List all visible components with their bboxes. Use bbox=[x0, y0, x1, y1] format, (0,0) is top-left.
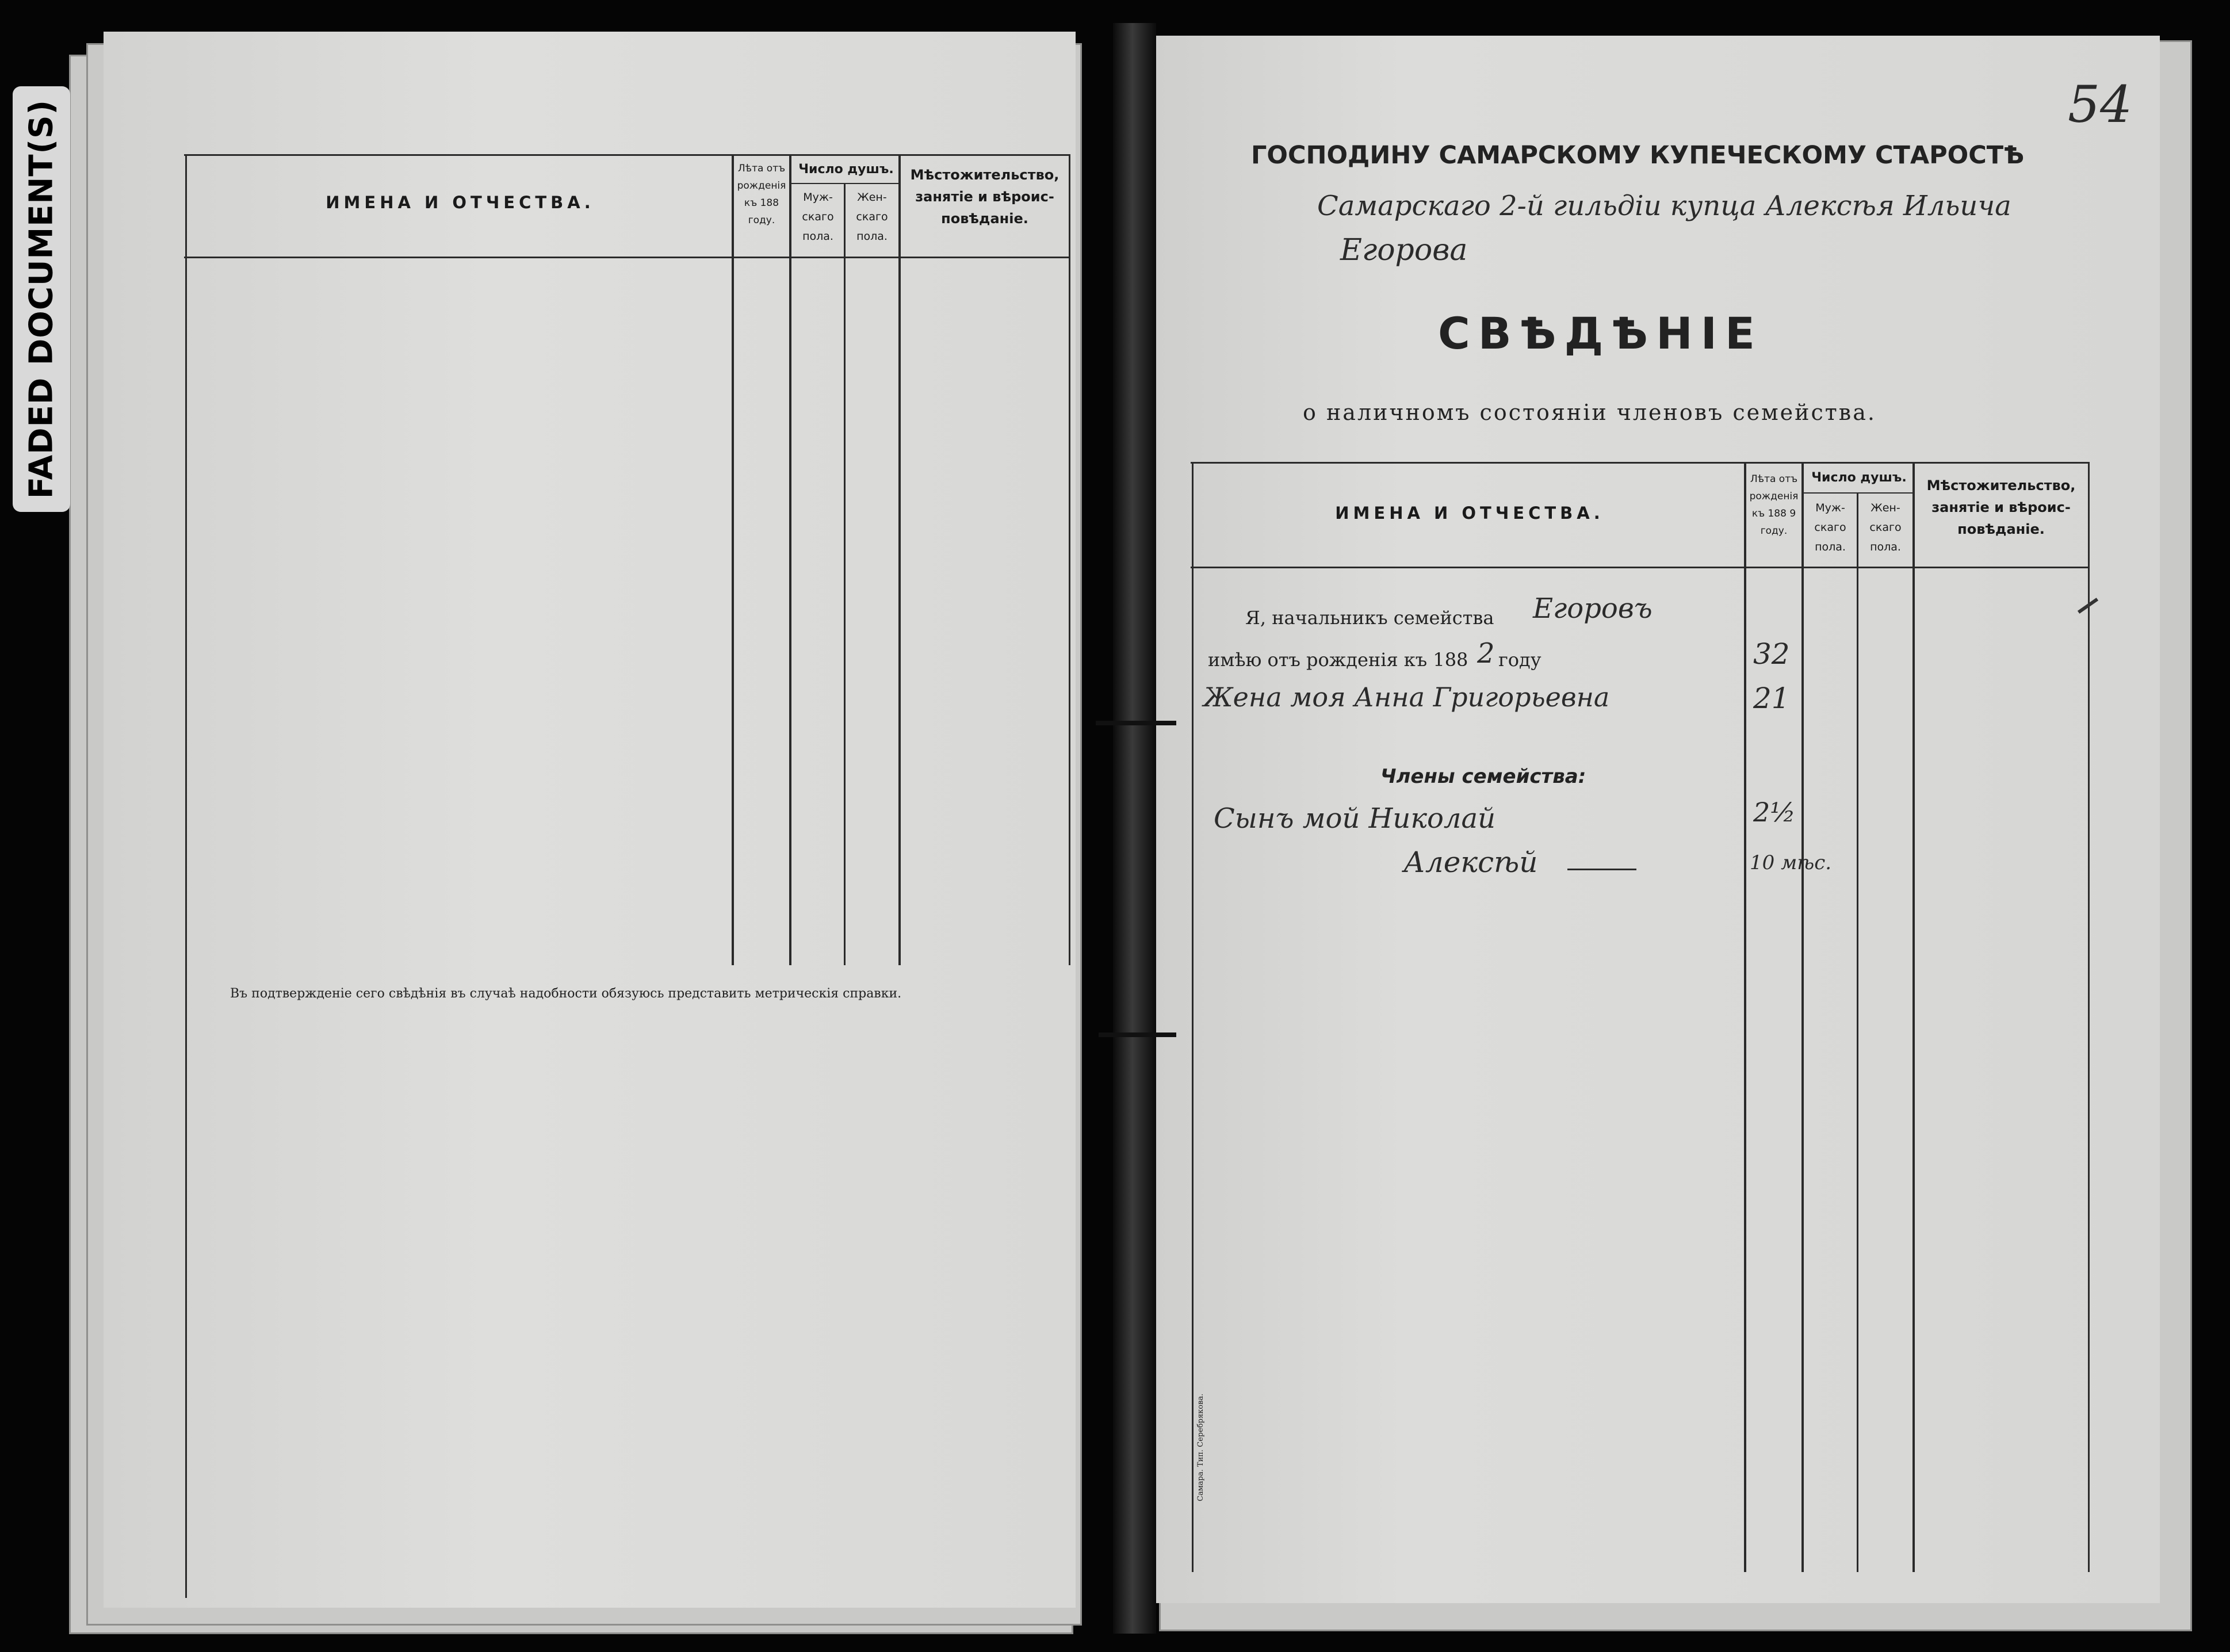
right-female-header: Жен-скаго пола. bbox=[1869, 502, 1902, 553]
left-col-rule-1 bbox=[732, 154, 734, 965]
addressee-heading: ГОСПОДИНУ САМАРСКОМУ КУПЕЧЕСКОМУ СТАРОСТѢ bbox=[1251, 141, 2025, 170]
right-col-rule-4 bbox=[1912, 462, 1915, 1572]
right-col-rule-3 bbox=[1857, 494, 1858, 1572]
row-age-suffix: году bbox=[1498, 649, 1542, 671]
row-wife-age: 21 bbox=[1753, 682, 1790, 715]
right-male-header: Муж-скаго пола. bbox=[1814, 502, 1846, 553]
row-son2: Алексѣй bbox=[1403, 846, 1538, 879]
right-souls-rule bbox=[1801, 492, 1914, 494]
row-son1: Сынъ мой Николай bbox=[1214, 802, 1495, 835]
left-age-header: Лѣта отъ рожденія къ 188 году. bbox=[737, 163, 786, 226]
left-souls-header: Число душъ. bbox=[798, 162, 894, 177]
from-surname: Егорова bbox=[1340, 233, 1468, 267]
left-souls-rule bbox=[789, 183, 900, 184]
left-page bbox=[104, 32, 1076, 1608]
right-table-top-rule bbox=[1191, 462, 2090, 464]
row-son2-dash bbox=[1567, 869, 1636, 870]
left-col-rule-2 bbox=[789, 154, 791, 965]
right-col-rule-2 bbox=[1801, 462, 1804, 1572]
faded-document-label-text: FADED DOCUMENT(S) bbox=[22, 99, 60, 499]
row-son1-age: 2½ bbox=[1753, 797, 1796, 828]
row-head-name: Егоровъ bbox=[1533, 592, 1653, 625]
left-male-header: Муж-скаго пола. bbox=[802, 191, 834, 243]
row-age-digit: 2 bbox=[1477, 637, 1495, 670]
left-printer-imprint: Самара. Тип. Серебрякова. bbox=[1196, 1393, 1205, 1501]
left-col-rule-4 bbox=[898, 154, 901, 965]
left-table-left-rule bbox=[185, 154, 187, 1598]
left-confirmation-text: Въ подтвержденіе сего свѣдѣнія въ случаѣ надобности обязуюсь представить метрическія справки. bbox=[230, 986, 902, 1001]
right-age-header: Лѣта отъ рожденія къ 188 9 году. bbox=[1749, 473, 1799, 537]
right-table-left-rule bbox=[1192, 462, 1194, 1572]
document-title: СВѢДѢНІЕ bbox=[1438, 308, 1763, 359]
right-table-right-rule bbox=[2088, 462, 2090, 1572]
binding-clip-1 bbox=[1096, 721, 1176, 725]
row-son2-age: 10 мѣс. bbox=[1750, 851, 1832, 874]
right-names-header: ИМЕНА И ОТЧЕСТВА. bbox=[1335, 503, 1604, 523]
left-names-header: ИМЕНА И ОТЧЕСТВА. bbox=[326, 193, 595, 212]
left-table-top-rule bbox=[184, 154, 1070, 156]
binding-clip-2 bbox=[1099, 1032, 1176, 1037]
row-head-label: Я, начальникъ семейства bbox=[1245, 607, 1494, 629]
left-table-right-rule bbox=[1069, 154, 1070, 965]
right-table-header-rule bbox=[1191, 567, 2090, 568]
row-age-label: имѣю отъ рожденія къ 188 bbox=[1208, 649, 1468, 671]
left-female-header: Жен-скаго пола. bbox=[856, 191, 888, 243]
left-col-rule-3 bbox=[844, 184, 846, 965]
document-subtitle: о наличномъ состояніи членовъ семейства. bbox=[1303, 400, 1876, 425]
row-wife: Жена моя Анна Григорьевна bbox=[1203, 682, 1610, 713]
row-head-age: 32 bbox=[1753, 637, 1790, 671]
right-col-rule-1 bbox=[1744, 462, 1746, 1572]
left-residence-header: Мѣстожительство, занятіе и вѣроис-повѣданіе. bbox=[910, 167, 1059, 227]
left-table-header-rule bbox=[184, 257, 1070, 258]
right-residence-header: Мѣстожительство, занятіе и вѣроис-повѣданіе. bbox=[1926, 477, 2076, 537]
book-spine bbox=[1113, 23, 1156, 1634]
members-heading: Члены семейства: bbox=[1380, 765, 1586, 788]
from-line: Самарскаго 2-й гильдіи купца Алексѣя Ильича bbox=[1317, 190, 2011, 222]
right-souls-header: Число душъ. bbox=[1811, 471, 1907, 485]
page-number: 54 bbox=[2068, 75, 2132, 134]
